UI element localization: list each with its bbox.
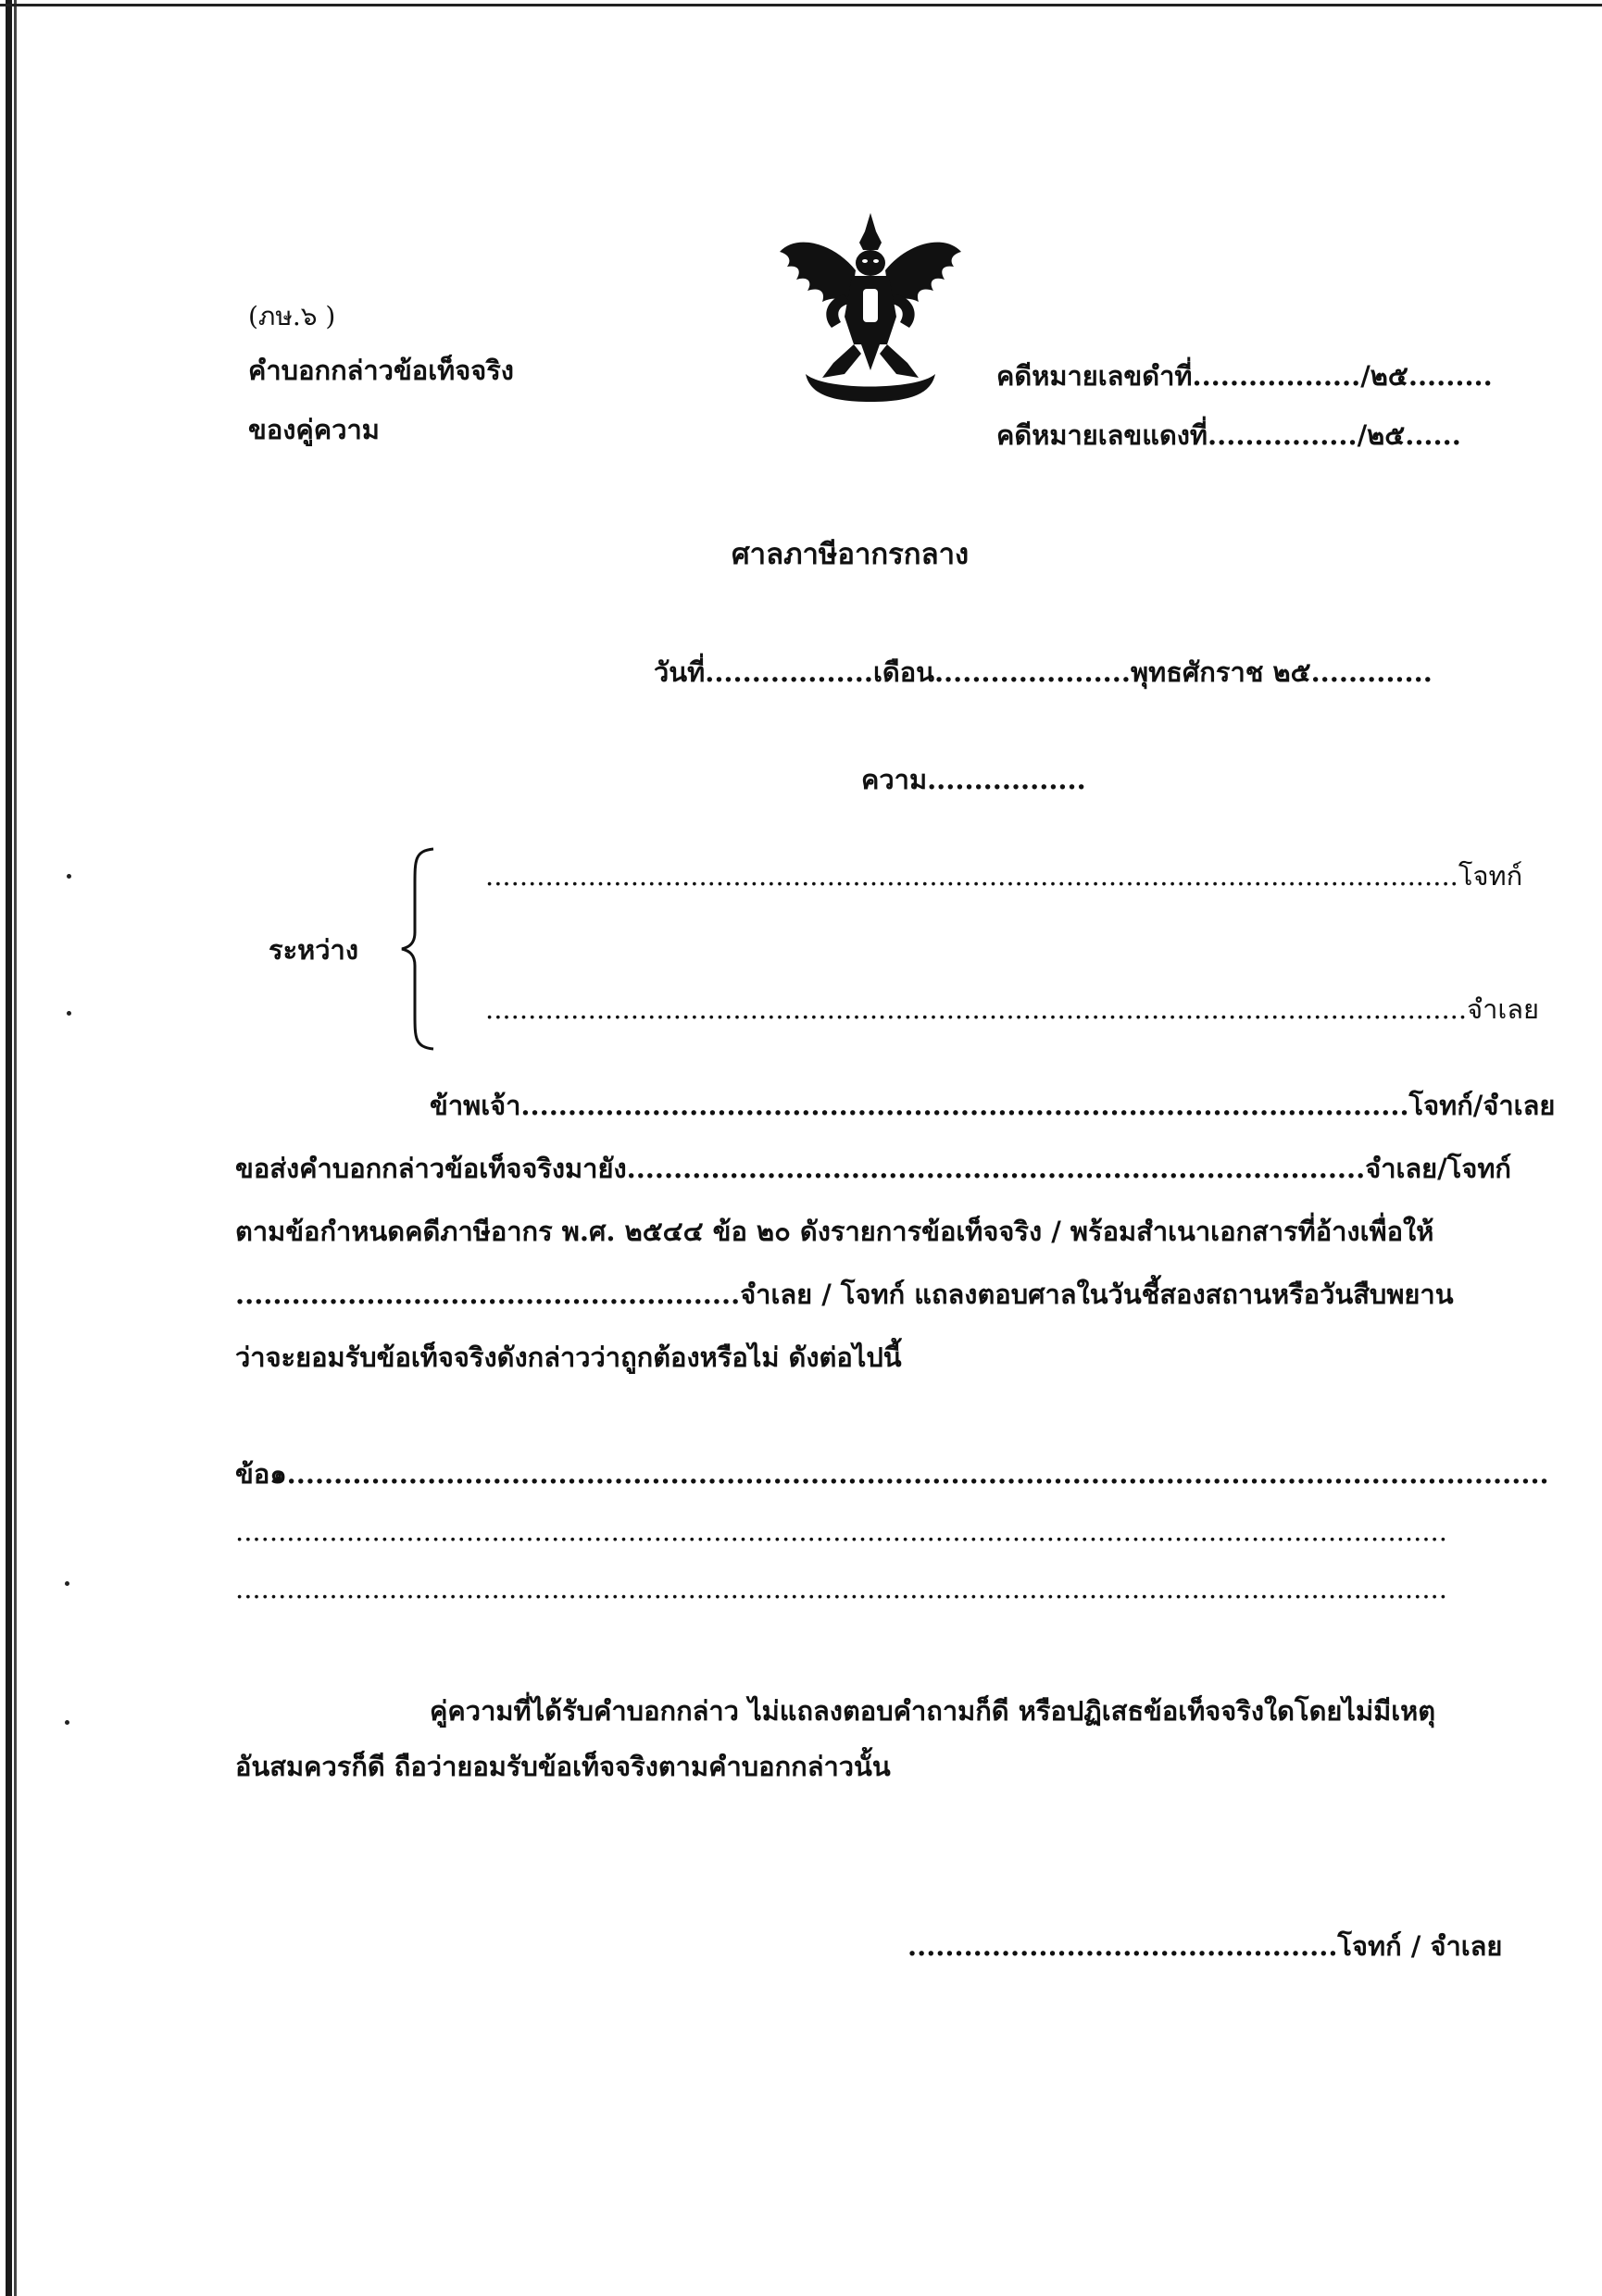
garuda-emblem-icon [759,206,982,409]
case-title: ความ................. [861,764,1086,795]
form-title-line1: คำบอกกล่าวข้อเท็จจริง [248,355,514,386]
body-line1: ข้าพเจ้า...............................................................................................โจทก์/จำเลย [430,1090,1556,1121]
scan-edge-left [6,0,12,2296]
scan-speck [67,1011,71,1016]
court-name: ศาลภาษีอากรกลาง [732,538,970,571]
scan-speck [65,1720,69,1725]
note-line1: คู่ความที่ได้รับคำบอกกล่าว ไม่แถลงตอบคำถามก็ดี หรือปฏิเสธข้อเท็จจริงใดโดยไม่มีเหตุ [430,1695,1436,1727]
black-case-number: คดีหมายเลขดำที่................../๒๕......... [996,360,1493,392]
body-line5: ว่าจะยอมรับข้อเท็จจริงดังกล่าวว่าถูกต้องหรือไม่ ดังต่อไปนี้ [235,1341,902,1373]
signature-line: ..............................................โจทก์ / จำเลย [907,1930,1503,1962]
plaintiff-line: ..................................................................................................................โจทก์ [485,860,1523,892]
scan-edge-left-inner [14,0,17,2296]
form-code: (ภษ.๖ ) [248,301,336,331]
body-line4: ......................................................จำเลย / โจทก์ แถลงตอบศาลในวันชี้สองสถานหรือวันสืบพยาน [235,1279,1454,1310]
item-dots-line2: .............................................................................................................................................. [235,1516,1447,1547]
item-1-line: ข้อ๑....................................................................................................................................... [235,1458,1549,1490]
scan-edge-top [0,4,1602,6]
scan-speck [67,874,71,879]
body-line2: ขอส่งคำบอกกล่าวข้อเท็จจริงมายัง...............................................................................จำเลย/โจทก์ [235,1153,1511,1184]
between-label: ระหว่าง [269,934,358,966]
item-dots-line3: .............................................................................................................................................. [235,1573,1447,1604]
defendant-line: ...................................................................................................................จำเลย [485,993,1540,1025]
body-line3: ตามข้อกำหนดคดีภาษีอากร พ.ศ. ๒๕๔๔ ข้อ ๒๐ ดังรายการข้อเท็จจริง / พร้อมสำเนาเอกสารที่อ้างเพื่อให้ [235,1216,1434,1247]
scan-speck [65,1581,69,1586]
note-line2: อันสมควรก็ดี ถือว่ายอมรับข้อเท็จจริงตามคำบอกกล่าวนั้น [235,1751,891,1782]
date-line: วันที่..................เดือน.....................พุทธศักราช ๒๕............. [654,656,1433,688]
brace-icon [400,847,437,1051]
red-case-number: คดีหมายเลขแดงที่................/๒๕...... [996,419,1461,451]
form-title-line2: ของคู่ความ [248,414,380,445]
